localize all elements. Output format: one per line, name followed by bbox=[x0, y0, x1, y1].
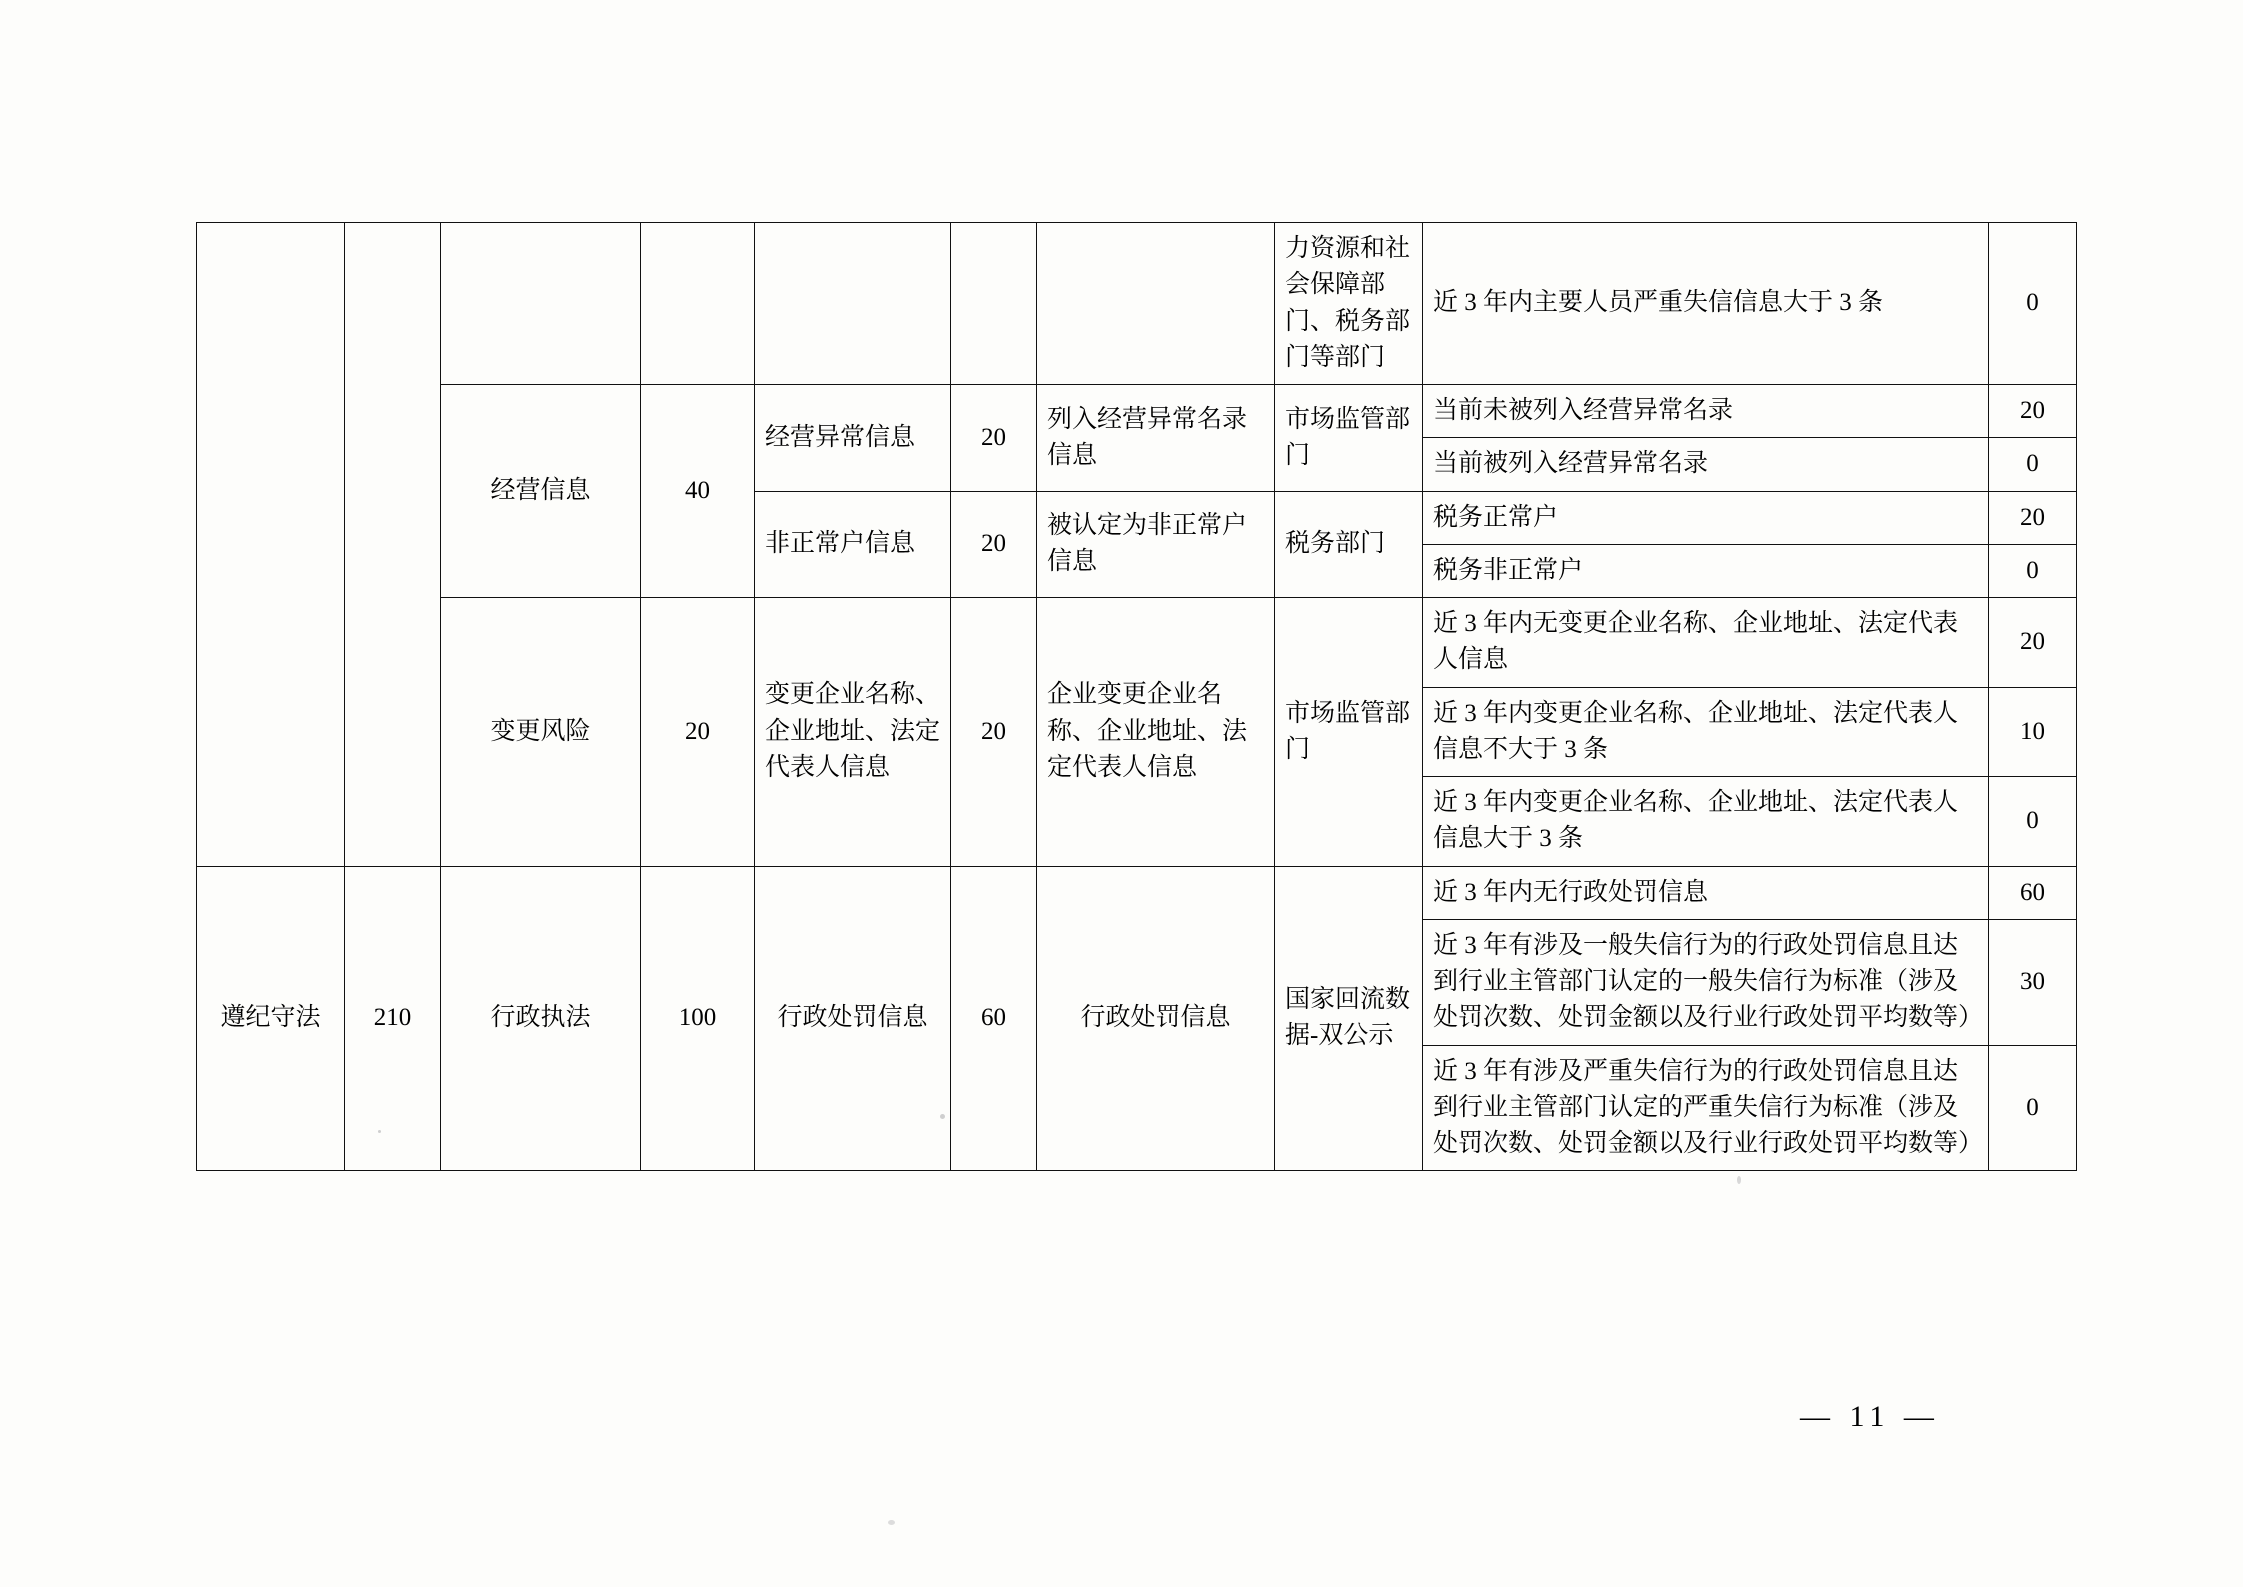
criterion-cell: 税务非正常户 bbox=[1423, 544, 1989, 597]
item-cell bbox=[755, 223, 951, 385]
criterion-cell: 近 3 年内主要人员严重失信信息大于 3 条 bbox=[1423, 223, 1989, 385]
score-cell: 20 bbox=[1989, 598, 2077, 688]
indicator-cell: 列入经营异常名录信息 bbox=[1037, 385, 1275, 492]
criterion-cell: 近 3 年内变更企业名称、企业地址、法定代表人信息大于 3 条 bbox=[1423, 777, 1989, 867]
table-row bbox=[197, 223, 2077, 385]
score-cell: 30 bbox=[1989, 919, 2077, 1045]
criterion-cell: 近 3 年内变更企业名称、企业地址、法定代表人信息不大于 3 条 bbox=[1423, 687, 1989, 777]
item-score-cell: 60 bbox=[951, 866, 1037, 1171]
indicator-cell: 被认定为非正常户信息 bbox=[1037, 491, 1275, 598]
table-row bbox=[197, 866, 2077, 919]
category-cell: 经营信息 bbox=[441, 385, 641, 598]
category-score-cell: 40 bbox=[641, 385, 755, 598]
source-cell: 国家回流数据-双公示 bbox=[1275, 866, 1423, 1171]
criterion-cell: 近 3 年内无行政处罚信息 bbox=[1423, 866, 1989, 919]
scan-artifact bbox=[1737, 1176, 1741, 1184]
table-row bbox=[197, 598, 2077, 688]
score-cell: 10 bbox=[1989, 687, 2077, 777]
score-cell: 0 bbox=[1989, 777, 2077, 867]
source-cell: 市场监管部门 bbox=[1275, 385, 1423, 492]
criterion-cell: 近 3 年有涉及严重失信行为的行政处罚信息且达到行业主管部门认定的严重失信行为标准（涉及处罚次数、处罚金额以及行业行政处罚平均数等） bbox=[1423, 1045, 1989, 1171]
dimension-score-cell bbox=[345, 223, 441, 867]
criterion-cell: 税务正常户 bbox=[1423, 491, 1989, 544]
indicator-cell bbox=[1037, 223, 1275, 385]
category-cell bbox=[441, 223, 641, 385]
table-row bbox=[197, 385, 2077, 438]
item-cell: 经营异常信息 bbox=[755, 385, 951, 492]
score-cell: 0 bbox=[1989, 1045, 2077, 1171]
source-cell: 税务部门 bbox=[1275, 491, 1423, 598]
dimension-score-cell: 210 bbox=[345, 866, 441, 1171]
criterion-cell: 近 3 年有涉及一般失信行为的行政处罚信息且达到行业主管部门认定的一般失信行为标准（涉及处罚次数、处罚金额以及行业行政处罚平均数等） bbox=[1423, 919, 1989, 1045]
item-score-cell: 20 bbox=[951, 385, 1037, 492]
score-cell: 20 bbox=[1989, 491, 2077, 544]
item-cell: 非正常户信息 bbox=[755, 491, 951, 598]
score-cell: 60 bbox=[1989, 866, 2077, 919]
criterion-cell: 近 3 年内无变更企业名称、企业地址、法定代表人信息 bbox=[1423, 598, 1989, 688]
score-cell: 0 bbox=[1989, 223, 2077, 385]
score-cell: 0 bbox=[1989, 544, 2077, 597]
source-cell: 市场监管部门 bbox=[1275, 598, 1423, 867]
item-score-cell: 20 bbox=[951, 491, 1037, 598]
criterion-cell: 当前被列入经营异常名录 bbox=[1423, 438, 1989, 491]
category-cell: 行政执法 bbox=[441, 866, 641, 1171]
item-cell: 行政处罚信息 bbox=[755, 866, 951, 1171]
category-score-cell bbox=[641, 223, 755, 385]
category-score-cell: 20 bbox=[641, 598, 755, 867]
criterion-cell: 当前未被列入经营异常名录 bbox=[1423, 385, 1989, 438]
source-cell: 力资源和社会保障部门、税务部门等部门 bbox=[1275, 223, 1423, 385]
scan-artifact bbox=[378, 1130, 381, 1133]
scan-artifact bbox=[888, 1520, 895, 1525]
category-score-cell: 100 bbox=[641, 866, 755, 1171]
indicator-cell: 企业变更企业名称、企业地址、法定代表人信息 bbox=[1037, 598, 1275, 867]
category-cell: 变更风险 bbox=[441, 598, 641, 867]
indicator-cell: 行政处罚信息 bbox=[1037, 866, 1275, 1171]
scan-artifact bbox=[940, 1114, 945, 1119]
item-cell: 变更企业名称、企业地址、法定代表人信息 bbox=[755, 598, 951, 867]
scoring-criteria-table bbox=[196, 222, 2077, 1171]
score-cell: 20 bbox=[1989, 385, 2077, 438]
score-cell: 0 bbox=[1989, 438, 2077, 491]
item-score-cell bbox=[951, 223, 1037, 385]
page-number: — 11 — bbox=[1800, 1400, 1940, 1433]
item-score-cell: 20 bbox=[951, 598, 1037, 867]
dimension-cell bbox=[197, 223, 345, 867]
dimension-cell: 遵纪守法 bbox=[197, 866, 345, 1171]
